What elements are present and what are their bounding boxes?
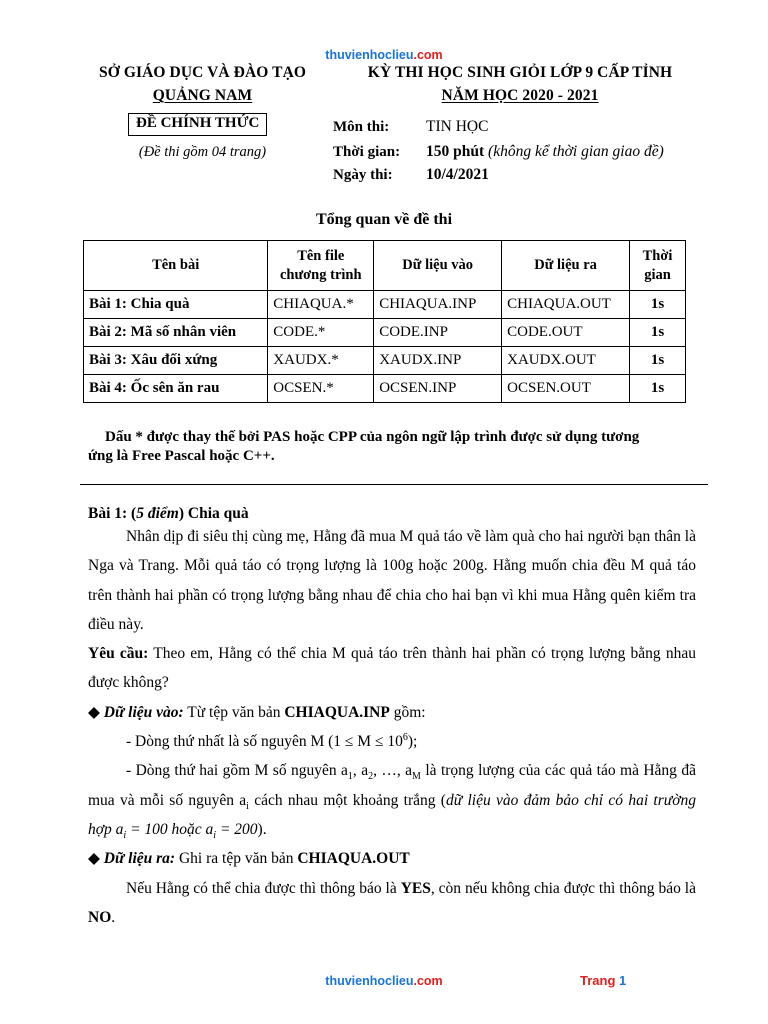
- problem1-input-heading: ◆ Dữ liệu vào: Từ tệp văn bản CHIAQUA.INP gồm:: [88, 703, 426, 721]
- exam-title-line1: KỲ THI HỌC SINH GIỎI LỚP 9 CẤP TỈNH: [367, 64, 673, 81]
- date-value: 10/4/2021: [426, 166, 489, 183]
- header-cell-file: Tên file chương trình: [268, 241, 374, 291]
- site-footer: thuvienhoclieu.com: [325, 974, 443, 988]
- header-cell-time: Thời gian: [630, 241, 686, 291]
- header-cell-output: Dữ liệu ra: [502, 241, 630, 291]
- cell-problem: Bài 1: Chia quà: [84, 291, 268, 319]
- cell-file: CODE.*: [268, 319, 374, 347]
- cell-output: OCSEN.OUT: [502, 375, 630, 403]
- requirement-label: Yêu cầu:: [88, 645, 149, 663]
- time-value-line: [426, 143, 664, 161]
- problem1-heading: Bài 1: (5 điểm) Chia quà: [88, 505, 249, 522]
- language-note: [88, 428, 698, 466]
- problem1-intro: Nhân dịp đi siêu thị cùng mẹ, Hằng đã mua M quả táo về làm quà cho hai người bạn thân là Nga và Trang. Mỗi quả táo có trọng lượng là 100g hoặc 200g. Hằng muốn chia đều M quả táo trên thành hai phần có trọng lượng bằng nhau để chia cho hai bạn vì khi mua Hằng quên kiểm tra điều này.: [88, 528, 696, 633]
- cell-time: 1s: [630, 375, 686, 403]
- time-label: Thời gian:: [333, 144, 401, 160]
- cell-output: CODE.OUT: [502, 319, 630, 347]
- cell-file: CHIAQUA.*: [268, 291, 374, 319]
- input-file: CHIAQUA.INP: [284, 703, 390, 721]
- cell-time: 1s: [630, 319, 686, 347]
- site-name: thuvienhoclieu: [325, 48, 414, 62]
- cell-time: 1s: [630, 291, 686, 319]
- header-cell-name: Tên bài: [84, 241, 268, 291]
- output-description: Nếu Hằng có thể chia được thì thông báo là YES, còn nếu không chia được thì thông báo là NO.: [88, 879, 696, 926]
- problem1-points: 5 điểm: [136, 505, 179, 522]
- cell-input: OCSEN.INP: [374, 375, 502, 403]
- cell-input: CHIAQUA.INP: [374, 291, 502, 319]
- problem1-output-heading: ◆ Dữ liệu ra: Ghi ra tệp văn bản CHIAQUA.OUT: [88, 850, 410, 868]
- table-row: [84, 319, 686, 347]
- note-line2: ứng là Free Pascal hoặc C++.: [88, 448, 275, 464]
- date-label: Ngày thi:: [333, 167, 393, 183]
- cell-problem: Bài 2: Mã số nhân viên: [84, 319, 268, 347]
- table-row: [84, 347, 686, 375]
- cell-output: XAUDX.OUT: [502, 347, 630, 375]
- site-header: [0, 48, 768, 62]
- cell-file: OCSEN.*: [268, 375, 374, 403]
- time-note: (không kể thời gian giao đề): [488, 143, 664, 160]
- problem1-body: [88, 522, 696, 932]
- subject-value: TIN HỌC: [426, 118, 489, 135]
- page-number: Trang 1: [580, 973, 627, 988]
- header-cell-input: Dữ liệu vào: [374, 241, 502, 291]
- cell-time: 1s: [630, 347, 686, 375]
- input-label: Dữ liệu vào:: [103, 703, 184, 721]
- table-header-row: [84, 241, 686, 291]
- problem1-requirement: Yêu cầu: Theo em, Hằng có thể chia M quả táo trên thành hai phần có trọng lượng bằng nhau được không?: [88, 645, 696, 692]
- department-line1: SỞ GIÁO DỤC VÀ ĐÀO TẠO: [98, 64, 307, 81]
- subject-label: Môn thi:: [333, 119, 390, 135]
- department-line2: QUẢNG NAM: [152, 87, 253, 104]
- input-line2: - Dòng thứ hai gồm M số nguyên $a_1$, $a_2$, …, $a_M$ là trọng lượng của các quả táo mà Hằng đã mua và mỗi số nguyên $a_i$ cách nhau một khoảng trắng (dữ liệu vào đảm bảo chỉ có hai trường hợp $a_i = 100$ hoặc $a_i = 200$).: [88, 762, 696, 842]
- cell-problem: Bài 4: Ốc sên ăn rau: [84, 375, 268, 403]
- cell-input: CODE.INP: [374, 319, 502, 347]
- input-line1: - Dòng thứ nhất là số nguyên M $(1 \le M \le 10^6)$;: [126, 731, 418, 751]
- site-domain: .com: [413, 48, 443, 62]
- exam-title-line2: NĂM HỌC 2020 - 2021: [441, 87, 599, 104]
- cell-problem: Bài 3: Xâu đối xứng: [84, 347, 268, 375]
- cell-output: CHIAQUA.OUT: [502, 291, 630, 319]
- section-divider: [80, 484, 708, 485]
- pages-note: (Đề thi gồm 04 trang): [138, 144, 267, 160]
- table-row: [84, 375, 686, 403]
- output-file: CHIAQUA.OUT: [297, 850, 410, 868]
- cell-input: XAUDX.INP: [374, 347, 502, 375]
- overview-title: Tổng quan về đề thi: [315, 211, 453, 228]
- table-row: [84, 291, 686, 319]
- official-exam-box: ĐỀ CHÍNH THỨC: [128, 113, 267, 136]
- cell-file: XAUDX.*: [268, 347, 374, 375]
- note-line1: Dấu * được thay thế bởi PAS hoặc CPP của ngôn ngữ lập trình được sử dụng tương: [105, 429, 640, 445]
- output-label: Dữ liệu ra:: [103, 850, 176, 868]
- overview-table: [83, 240, 686, 403]
- time-value: 150 phút: [426, 143, 485, 160]
